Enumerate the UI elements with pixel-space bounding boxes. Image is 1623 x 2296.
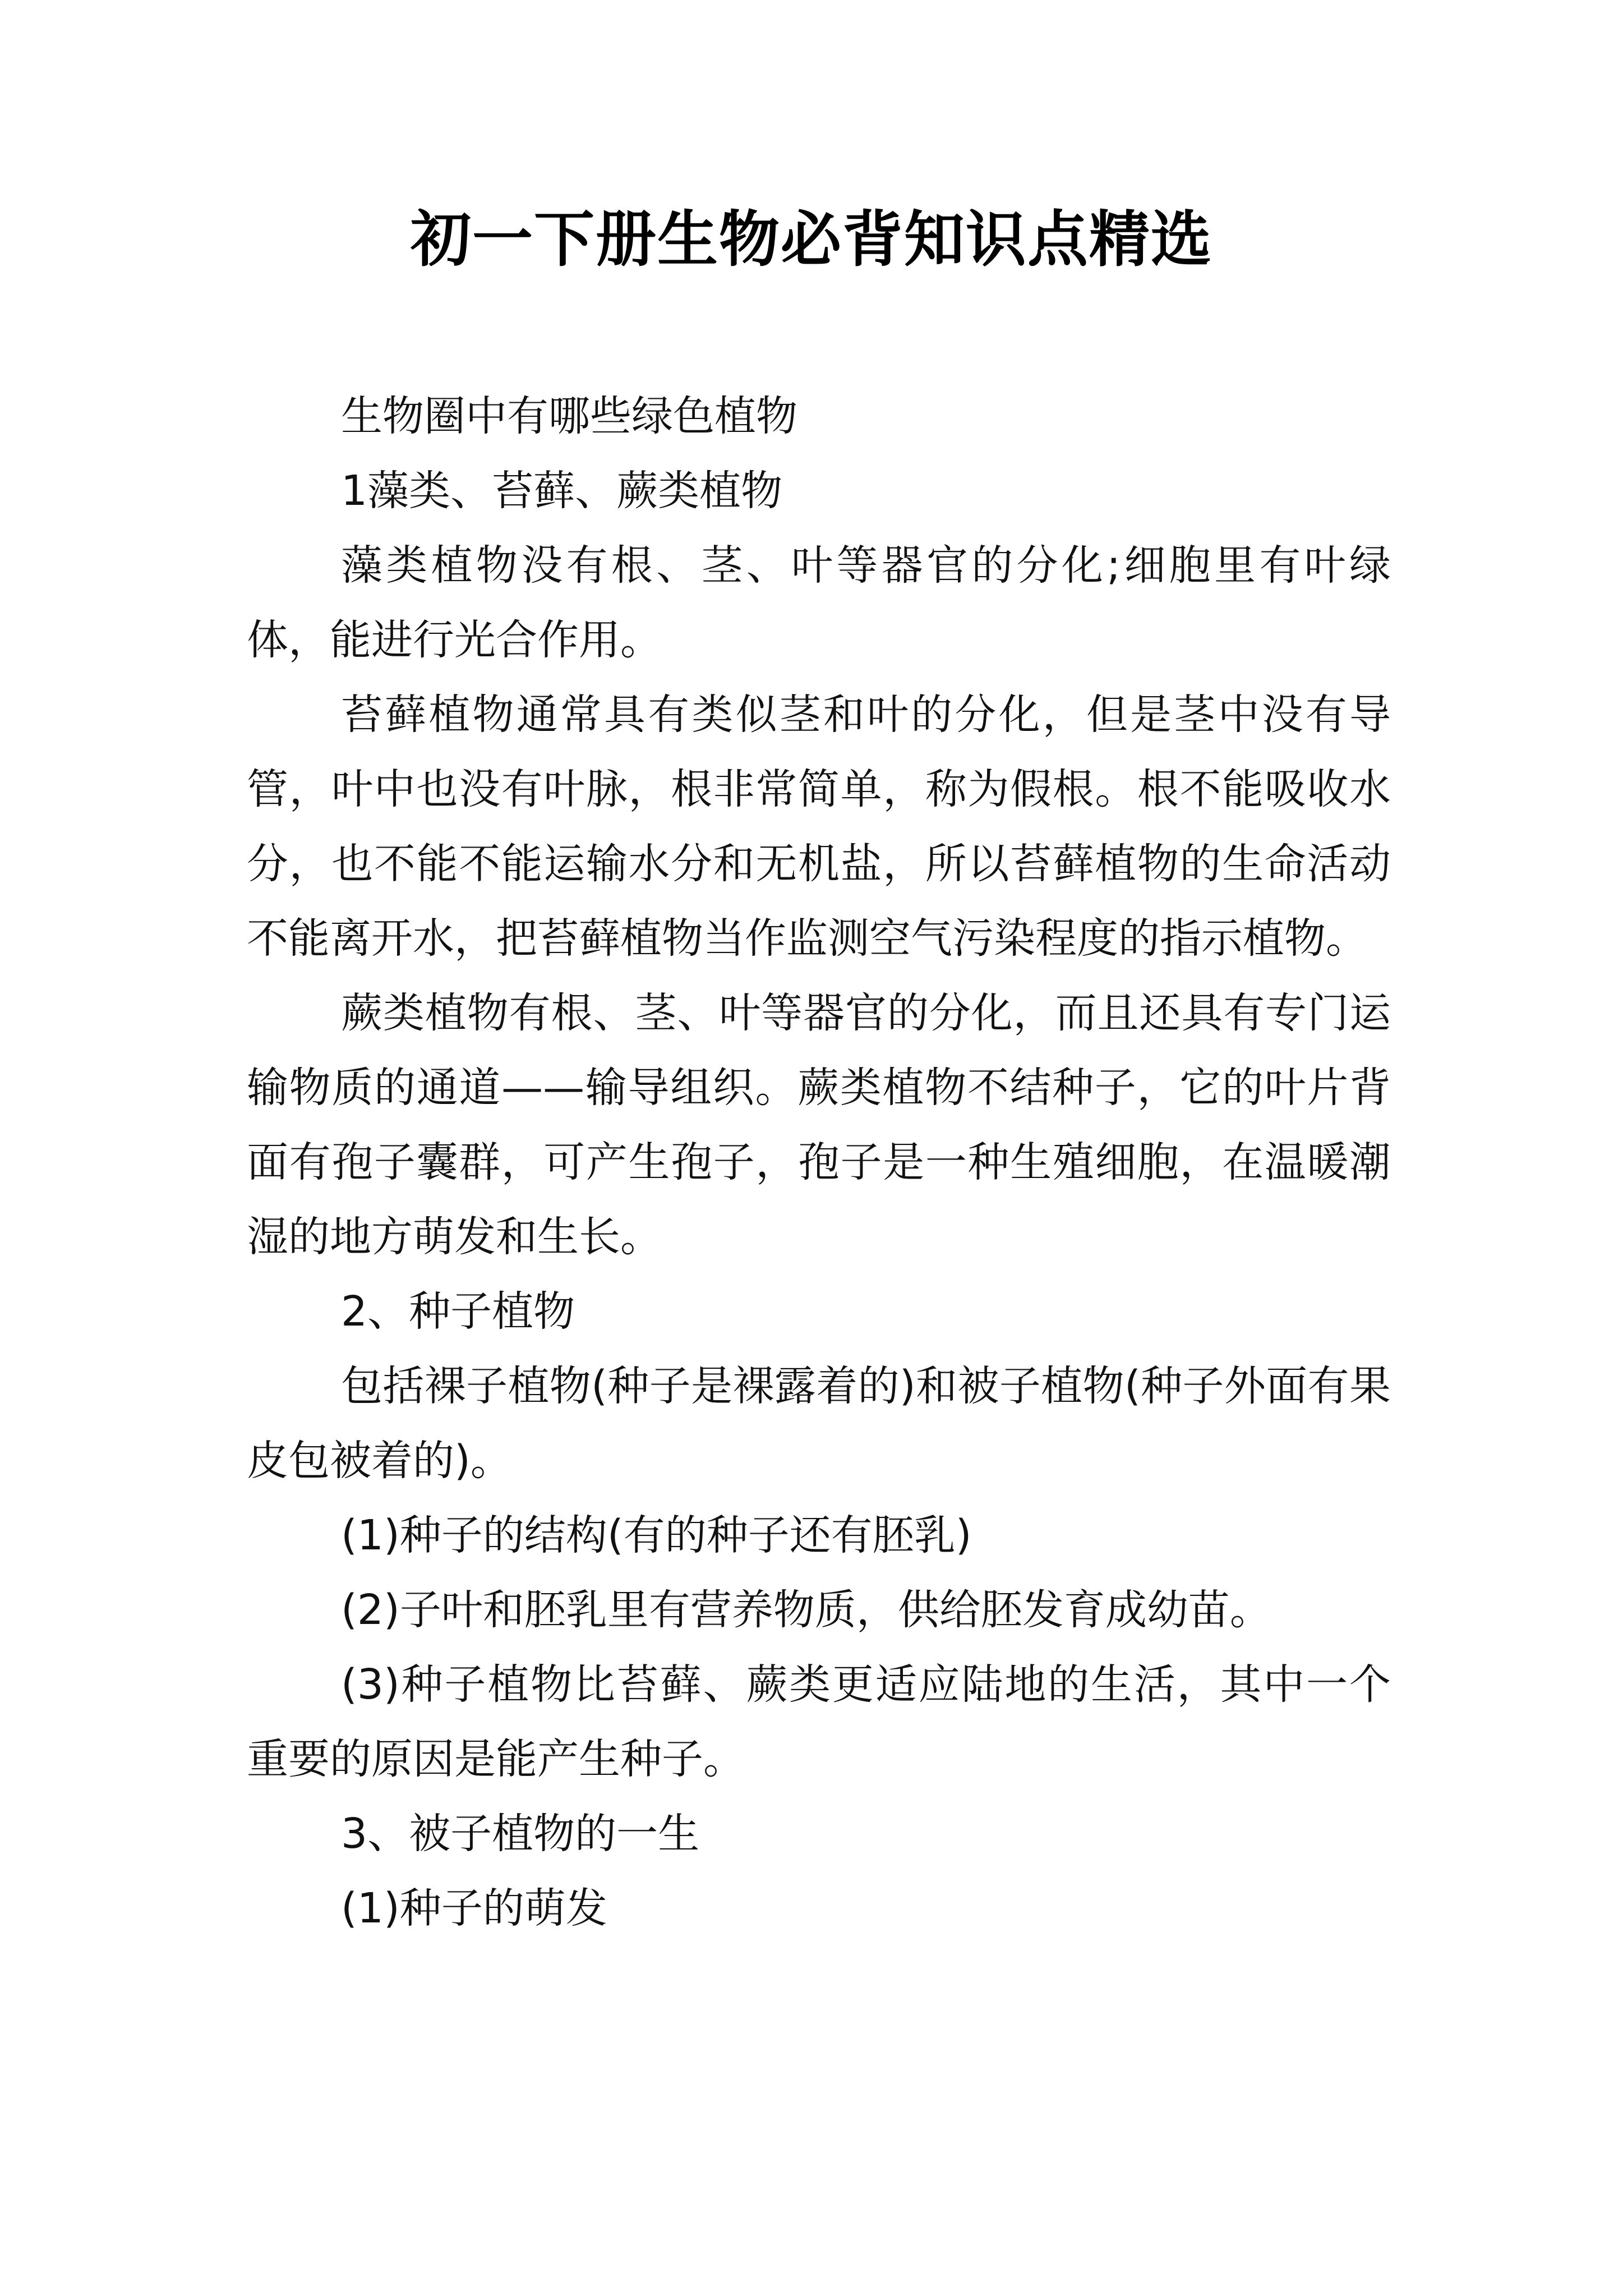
list-item-adaptation: (3)种子植物比苔藓、蕨类更适应陆地的生活，其中一个重要的原因是能产生种子。 (247, 1660, 1391, 1783)
heading-angiosperm-life: 3、被子植物的一生 (341, 1810, 700, 1858)
paragraph-algae: 藻类植物没有根、茎、叶等器官的分化;细胞里有叶绿体，能进行光合作用。 (247, 541, 1391, 664)
document-body (247, 379, 1391, 1946)
document-title: 初一下册生物必背知识点精选 (410, 204, 1212, 275)
heading-green-plants: 生物圈中有哪些绿色植物 (341, 392, 797, 440)
heading-algae-moss-fern: 1藻类、苔藓、蕨类植物 (341, 467, 783, 515)
list-item-cotyledon: (2)子叶和胚乳里有营养物质，供给胚发育成幼苗。 (341, 1586, 1271, 1634)
list-item-seed-structure: (1)种子的结构(有的种子还有胚乳) (341, 1511, 972, 1559)
paragraph-seed-plants: 包括裸子植物(种子是裸露着的)和被子植物(种子外面有果皮包被着的)。 (247, 1362, 1391, 1485)
paragraph-moss: 苔藓植物通常具有类似茎和叶的分化，但是茎中没有导管，叶中也没有叶脉，根非常简单，称为假根。根不能吸收水分，也不能不能运输水分和无机盐，所以苔藓植物的生命活动不能离开水，把苔藓植物当作监测空气污染程度的指示植物。 (247, 691, 1391, 963)
heading-seed-plants: 2、种子植物 (341, 1287, 575, 1336)
paragraph-fern: 蕨类植物有根、茎、叶等器官的分化，而且还具有专门运输物质的通道——输导组织。蕨类植物不结种子，它的叶片背面有孢子囊群，可产生孢子，孢子是一种生殖细胞，在温暖潮湿的地方萌发和生长。 (247, 989, 1391, 1261)
list-item-germination: (1)种子的萌发 (341, 1884, 607, 1932)
